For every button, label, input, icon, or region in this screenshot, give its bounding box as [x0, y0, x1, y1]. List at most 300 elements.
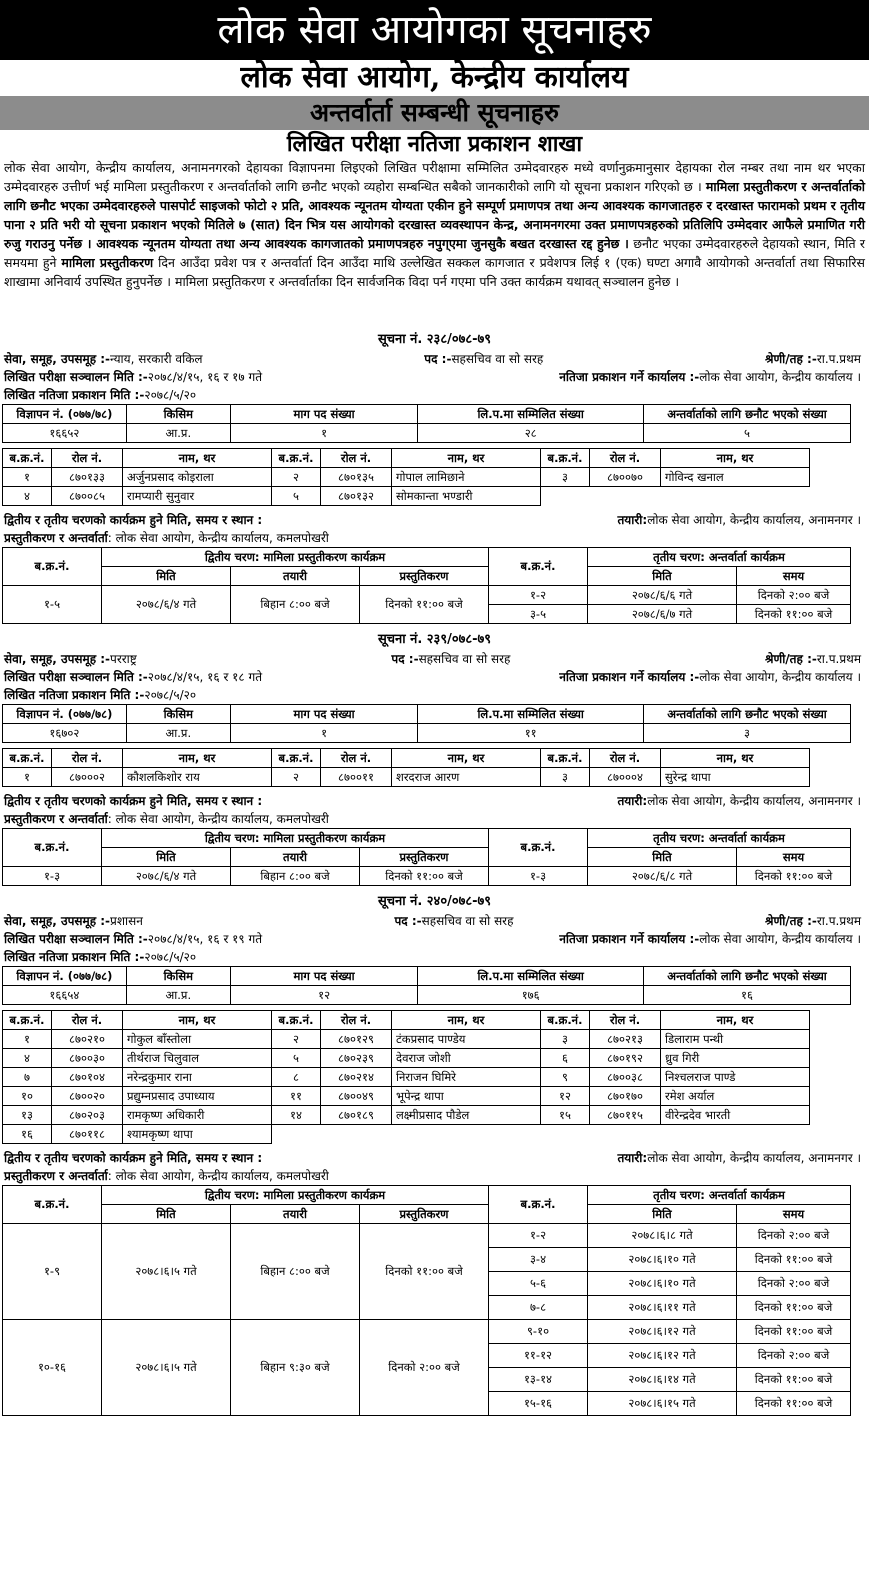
result-date-label: लिखित नतिजा प्रकाशन मिति :-: [4, 688, 145, 702]
candidate-roll: ८७००४९: [321, 1087, 392, 1106]
result-office-label: नतिजा प्रकाशन गर्ने कार्यालय :-: [559, 370, 700, 384]
header-lipa: लि.प.मा सम्मिलित संख्या: [418, 405, 644, 424]
spacer: [0, 1416, 869, 1422]
result-office-value: लोक सेवा आयोग, केन्द्रीय कार्यालय ।: [699, 932, 861, 946]
candidate-table: [2, 748, 810, 787]
header-type: किसिम: [126, 967, 230, 986]
pres-int-row: [0, 810, 869, 828]
schedule-row: [3, 586, 851, 605]
intro-bold-1: मामिला प्रस्तुतीकरण र अन्तर्वार्ताको लागि छनौट भएका उम्मेदवारहरुले पासपोर्ट साइजको फोटो २ प्रति, आवश्यक न्यूनतम योग्यता एकीन हुने सम्पूर्ण प्रमाणपत्र तथा अन्य आवश्यक कागजातहरु र दरखास्त फारामको प्रथम र तृतीय पाना २ प्रति भरी यो सूचना प्रकाशन भएको मितिले ७ (सात) दिन भित्र यस आयोगको दरखास्त व्यवस्थापन केन्द्र, अनामनगरमा उक्त प्रमाणपत्रहरुको प्रतिलिपि उम्मेदवार आफैले प्रमाणित गरी रुजु गराउनु पर्नेछ । आवश्यक न्यूनतम योग्यता तथा अन्य आवश्यक कागजातको प्रमाणपत्रहरु नपुग्एमा जुनसुकै बखत दरखास्त रद्द हुनेछ ।: [4, 179, 865, 251]
schedule-header-1: [3, 548, 851, 567]
program-label: द्वितीय र तृतीय चरणको कार्यक्रम हुने मिति, समय र स्थान :: [4, 513, 263, 527]
interview-time: दिनको २:०० बजे: [737, 1272, 851, 1296]
prep-label: तयारी:: [617, 513, 648, 527]
header-type: किसिम: [126, 405, 230, 424]
post-value: सहसचिव वा सो सरह: [421, 914, 514, 928]
pres-int-label: प्रस्तुतीकरण र अन्तर्वार्ता: [4, 812, 108, 826]
header-sn: ब.क्र.नं.: [272, 749, 321, 768]
candidate-row: [3, 1087, 810, 1106]
header-stage2: द्वितीय चरण: मामिला प्रस्तुतीकरण कार्यक्रम: [102, 829, 489, 848]
schedule-sn: १-५: [3, 586, 102, 624]
interview-date: २०७८।६।१० गते: [588, 1272, 737, 1296]
candidate-roll: ८७०१०४: [52, 1068, 123, 1087]
candidate-sn: १०: [3, 1087, 52, 1106]
header-date: मिति: [102, 567, 231, 586]
exam-date-label: लिखित परीक्षा सञ्चालन मिति :-: [4, 670, 148, 684]
candidate-sn: ९: [541, 1068, 590, 1087]
interview-sn: १-२: [489, 586, 588, 605]
result-date-group: [4, 686, 196, 704]
candidate-name: गोपाल लामिछाने: [392, 468, 541, 487]
candidate-sn: ३: [541, 1030, 590, 1049]
interview-date: २०७८।६।८ गते: [588, 1224, 737, 1248]
intro-bold-2: मामिला प्रस्तुतीकरण: [61, 255, 154, 270]
program-row: [0, 792, 869, 810]
candidate-sn: ३: [541, 468, 590, 487]
header-stage2: द्वितीय चरण: मामिला प्रस्तुतीकरण कार्यक्रम: [102, 1186, 489, 1205]
schedule-header-2: [3, 848, 851, 867]
level-label: श्रेणी/तह :-: [765, 652, 817, 666]
interview-date: २०७८/६/६ गते: [588, 586, 737, 605]
interview-date: २०७८।६।१५ गते: [588, 1392, 737, 1416]
empty-cell: [392, 1125, 541, 1144]
interview-time: दिनको ११:०० बजे: [737, 1320, 851, 1344]
header-sn: ब.क्र.नं.: [3, 829, 102, 867]
header-adv_no: विज्ञापन नं. (०७७/७८): [3, 705, 127, 724]
candidate-roll: ८७०१३३: [52, 468, 123, 487]
schedule-prep: बिहान ८:०० बजे: [231, 586, 360, 624]
result-office-value: लोक सेवा आयोग, केन्द्रीय कार्यालय ।: [699, 670, 861, 684]
prep-place: लोक सेवा आयोग, केन्द्रीय कार्यालय, अनामनगर ।: [647, 513, 861, 527]
empty-cell: [590, 487, 661, 506]
post-label: पद :-: [394, 914, 422, 928]
pres-int-group: [4, 529, 329, 547]
empty-cell: [321, 1125, 392, 1144]
pres-int-group: [4, 810, 329, 828]
header-sn: ब.क्र.नं.: [272, 449, 321, 468]
candidate-table: [2, 448, 810, 506]
interview-time: दिनको ११:०० बजे: [737, 867, 851, 886]
candidate-roll: ८७०००२: [52, 768, 123, 787]
header-sn: ब.क्र.नं.: [3, 1011, 52, 1030]
candidate-name: श्यामकृष्ण थापा: [123, 1125, 272, 1144]
interview-time: दिनको २:०० बजे: [737, 1344, 851, 1368]
candidate-row: [3, 487, 810, 506]
schedule-row: [3, 1224, 851, 1248]
cell-adv: १६६५२: [3, 424, 127, 443]
schedule-header-1: [3, 1186, 851, 1205]
schedule-table: [2, 828, 851, 886]
header-name: नाम, थर: [123, 449, 272, 468]
post-group: [394, 912, 513, 930]
candidate-roll: ८७००११: [321, 768, 392, 787]
candidate-roll: ८७००७०: [590, 468, 661, 487]
cell-type: आ.प्र.: [126, 424, 230, 443]
notice-block: [0, 330, 869, 630]
header-adv_no: विज्ञापन नं. (०७७/७८): [3, 967, 127, 986]
header-sn: ब.क्र.नं.: [489, 1186, 588, 1224]
candidate-row: [3, 1125, 810, 1144]
branch-title: लिखित परीक्षा नतिजा प्रकाशन शाखा: [286, 131, 583, 157]
interview-date: २०७८/६/८ गते: [588, 867, 737, 886]
candidate-name: देवराज जोशी: [392, 1049, 541, 1068]
result-date-label: लिखित नतिजा प्रकाशन मिति :-: [4, 950, 145, 964]
result-date-row: [0, 948, 869, 966]
header-roll: रोल नं.: [321, 749, 392, 768]
interview-time: दिनको ११:०० बजे: [737, 1296, 851, 1320]
level-group: [765, 912, 861, 930]
exam-date-value: २०७८/४/१५, १६ र १९ गते: [147, 932, 263, 946]
candidate-name: प्रद्युम्नप्रसाद उपाध्याय: [123, 1087, 272, 1106]
candidate-roll: ८७०१९२: [590, 1049, 661, 1068]
result-date-value: २०७८/५/२०: [144, 388, 197, 402]
candidate-name: शरदराज आरण: [392, 768, 541, 787]
interview-time: दिनको २:०० बजे: [737, 586, 851, 605]
result-office-value: लोक सेवा आयोग, केन्द्रीय कार्यालय ।: [699, 370, 861, 384]
header-roll: रोल नं.: [52, 1011, 123, 1030]
intro-text-2: छनौट भएका उम्मेदवारहरुले देहायको स्थान, मिति र समयमा हुने: [4, 236, 865, 270]
interview-time: दिनको ११:०० बजे: [737, 1392, 851, 1416]
candidate-sn: १२: [541, 1087, 590, 1106]
candidate-name: सोमकान्ता भण्डारी: [392, 487, 541, 506]
candidate-sn: २: [272, 1030, 321, 1049]
cell-adv: १६६५४: [3, 986, 127, 1005]
exam-date-row: [0, 368, 869, 386]
result-office-group: [559, 368, 861, 386]
header-type: किसिम: [126, 705, 230, 724]
schedule-sn: १-९: [3, 1224, 102, 1320]
cell-selected: १६: [644, 986, 851, 1005]
level-value: रा.प.प्रथम: [816, 652, 861, 666]
interview-date: २०७८।६।१२ गते: [588, 1320, 737, 1344]
candidate-sn: ६: [541, 1049, 590, 1068]
header-name: नाम, थर: [661, 749, 810, 768]
notices-container: [0, 330, 869, 1422]
office-title: लोक सेवा आयोग, केन्द्रीय कार्यालय: [240, 60, 629, 95]
exam-date-label: लिखित परीक्षा सञ्चालन मिति :-: [4, 370, 148, 384]
notice-block: [0, 892, 869, 1422]
service-group: [4, 350, 203, 368]
header-name: नाम, थर: [123, 749, 272, 768]
empty-cell: [541, 487, 590, 506]
interview-date: २०७८/६/७ गते: [588, 605, 737, 624]
empty-cell: [661, 487, 810, 506]
header-time: समय: [737, 848, 851, 867]
interview-sn: १-२: [489, 1224, 588, 1248]
candidate-sn: ८: [272, 1068, 321, 1087]
prep-group: [617, 511, 861, 529]
cell-type: आ.प्र.: [126, 986, 230, 1005]
intro-text-1: लोक सेवा आयोग, केन्द्रीय कार्यालय, अनामनगरको देहायका विज्ञापनमा लिइएको लिखित परीक्षामा सम्मिलित उम्मेदवारहरु मध्ये वर्णानुक्रमानुसार देहायका रोल नम्बर तथा नाम थर भएका उम्मेदवारहरु उत्तीर्ण भई मामिला प्रस्तुतीकरण र अन्तर्वार्ताको लागि छनौट भएको व्यहोरा सम्बन्धित सबैको जानकारीको लागि यो सूचना प्रकाशन गरिएको छ ।: [4, 160, 865, 194]
empty-cell: [661, 1125, 810, 1144]
exam-date-value: २०७८/४/१५, १६ र १७ गते: [147, 370, 263, 384]
header-demand: माग पद संख्या: [230, 705, 417, 724]
candidate-name: रामप्यारी सुनुवार: [123, 487, 272, 506]
pres-int-row: [0, 1167, 869, 1185]
candidate-row: [3, 1068, 810, 1087]
notice-block: [0, 630, 869, 892]
interview-sn: ३-४: [489, 1248, 588, 1272]
candidate-sn: १५: [541, 1106, 590, 1125]
header-name: नाम, थर: [661, 449, 810, 468]
schedule-sn: १०-१६: [3, 1320, 102, 1416]
candidate-row: [3, 1049, 810, 1068]
candidate-name: गोविन्द खनाल: [661, 468, 810, 487]
schedule-pres: दिनको २:०० बजे: [360, 1320, 489, 1416]
header-stage2: द्वितीय चरण: मामिला प्रस्तुतीकरण कार्यक्रम: [102, 548, 489, 567]
advert-info-table: [2, 966, 851, 1005]
header-adv_no: विज्ञापन नं. (०७७/७८): [3, 405, 127, 424]
candidate-header: [3, 749, 810, 768]
schedule-pres: दिनको ११:०० बजे: [360, 1224, 489, 1320]
exam-date-group: [4, 930, 262, 948]
result-office-group: [559, 668, 861, 686]
header-roll: रोल नं.: [590, 449, 661, 468]
interview-sn: ९-१०: [489, 1320, 588, 1344]
schedule-header-2: [3, 1205, 851, 1224]
candidate-sn: ५: [272, 1049, 321, 1068]
program-label: द्वितीय र तृतीय चरणको कार्यक्रम हुने मिति, समय र स्थान :: [4, 1151, 263, 1165]
schedule-row: [3, 867, 851, 886]
header-demand: माग पद संख्या: [230, 967, 417, 986]
header-selected: अन्तर्वार्ताको लागि छनौट भएको संख्या: [644, 705, 851, 724]
candidate-name: सुरेन्द्र थापा: [661, 768, 810, 787]
interview-sn: ११-१२: [489, 1344, 588, 1368]
header-pres: प्रस्तुतिकरण: [360, 1205, 489, 1224]
interview-time: दिनको ११:०० बजे: [737, 605, 851, 624]
header-date: मिति: [588, 1205, 737, 1224]
post-label: पद :-: [391, 652, 419, 666]
schedule-pres: दिनको ११:०० बजे: [360, 586, 489, 624]
empty-cell: [272, 1125, 321, 1144]
schedule-sn: १-३: [3, 867, 102, 886]
candidate-roll: ८७००३०: [52, 1049, 123, 1068]
header-prep: तयारी: [231, 1205, 360, 1224]
header-sn: ब.क्र.नं.: [3, 749, 52, 768]
candidate-name: कौशलकिशोर राय: [123, 768, 272, 787]
schedule-date: २०७८।६।५ गते: [102, 1320, 231, 1416]
header-sn: ब.क्र.नं.: [3, 548, 102, 586]
header-prep: तयारी: [231, 567, 360, 586]
exam-date-label: लिखित परीक्षा सञ्चालन मिति :-: [4, 932, 148, 946]
header-name: नाम, थर: [661, 1011, 810, 1030]
header-time: समय: [737, 1205, 851, 1224]
cell-adv: १६७०२: [3, 724, 127, 743]
post-label: पद :-: [424, 352, 452, 366]
candidate-name: भूपेन्द्र थापा: [392, 1087, 541, 1106]
candidate-sn: १३: [3, 1106, 52, 1125]
pres-int-label: प्रस्तुतीकरण र अन्तर्वार्ता: [4, 1169, 108, 1183]
header-selected: अन्तर्वार्ताको लागि छनौट भएको संख्या: [644, 405, 851, 424]
empty-cell: [541, 1125, 590, 1144]
pres-int-group: [4, 1167, 329, 1185]
schedule-date: २०७८।६।५ गते: [102, 1224, 231, 1320]
post-group: [424, 350, 543, 368]
schedule-row: [3, 1320, 851, 1344]
cell-selected: ५: [644, 424, 851, 443]
candidate-row: [3, 1106, 810, 1125]
interview-time: दिनको ११:०० बजे: [737, 1248, 851, 1272]
service-value: प्रशासन: [110, 914, 143, 928]
header-roll: रोल नं.: [52, 449, 123, 468]
interview-sn: ३-५: [489, 605, 588, 624]
header-sn: ब.क्र.नं.: [272, 1011, 321, 1030]
prep-group: [617, 792, 861, 810]
candidate-sn: ४: [3, 1049, 52, 1068]
header-demand: माग पद संख्या: [230, 405, 417, 424]
interview-date: २०७८।६।१२ गते: [588, 1344, 737, 1368]
candidate-roll: ८७०१२९: [321, 1030, 392, 1049]
empty-cell: [590, 1125, 661, 1144]
cell-lipa: ११: [418, 724, 644, 743]
cell-selected: ३: [644, 724, 851, 743]
candidate-name: रामकृष्ण अधिकारी: [123, 1106, 272, 1125]
result-date-value: २०७८/५/२०: [144, 950, 197, 964]
header-date: मिति: [588, 848, 737, 867]
banner-title: लोक सेवा आयोगका सूचनाहरु: [0, 0, 869, 60]
advert-info-header: [3, 967, 851, 986]
candidate-row: [3, 1030, 810, 1049]
pres-int-label: प्रस्तुतीकरण र अन्तर्वार्ता: [4, 531, 108, 545]
schedule-table: [2, 547, 851, 624]
candidate-sn: ११: [272, 1087, 321, 1106]
schedule-header-1: [3, 829, 851, 848]
cell-demand: १: [230, 724, 417, 743]
service-value: परराष्ट्र: [110, 652, 137, 666]
interview-date: २०७८।६।१० गते: [588, 1248, 737, 1272]
candidate-name: ध्रुव गिरी: [661, 1049, 810, 1068]
candidate-roll: ८७०२१०: [52, 1030, 123, 1049]
exam-date-group: [4, 668, 262, 686]
notice-meta-row: [0, 650, 869, 668]
schedule-header-2: [3, 567, 851, 586]
candidate-header: [3, 449, 810, 468]
service-label: सेवा, समूह, उपसमूह :-: [4, 352, 111, 366]
result-office-label: नतिजा प्रकाशन गर्ने कार्यालय :-: [559, 932, 700, 946]
post-group: [391, 650, 510, 668]
advert-info-header: [3, 405, 851, 424]
service-label: सेवा, समूह, उपसमूह :-: [4, 914, 111, 928]
program-row: [0, 511, 869, 529]
header-name: नाम, थर: [123, 1011, 272, 1030]
advert-info-table: [2, 404, 851, 443]
header-sn: ब.क्र.नं.: [3, 1186, 102, 1224]
interview-date: २०७८।६।११ गते: [588, 1296, 737, 1320]
candidate-name: वीरेन्द्रदेव भारती: [661, 1106, 810, 1125]
candidate-roll: ८७०१८९: [321, 1106, 392, 1125]
level-group: [765, 350, 861, 368]
post-value: सहसचिव वा सो सरह: [451, 352, 544, 366]
candidate-roll: ८७००२०: [52, 1087, 123, 1106]
advert-info-row: [3, 724, 851, 743]
header-sn: ब.क्र.नं.: [489, 548, 588, 586]
interview-sn: १३-१४: [489, 1368, 588, 1392]
candidate-name: टंकप्रसाद पाण्डेय: [392, 1030, 541, 1049]
candidate-name: लक्ष्मीप्रसाद पौडेल: [392, 1106, 541, 1125]
pres-int-place: : लोक सेवा आयोग, केन्द्रीय कार्यालय, कमलपोखरी: [107, 1169, 329, 1183]
candidate-roll: ८७०२३९: [321, 1049, 392, 1068]
service-value: न्याय, सरकारी वकिल: [110, 352, 203, 366]
candidate-roll: ८७००३८: [590, 1068, 661, 1087]
advert-info-table: [2, 704, 851, 743]
candidate-row: [3, 468, 810, 487]
header-sn: ब.क्र.नं.: [489, 829, 588, 867]
result-office-label: नतिजा प्रकाशन गर्ने कार्यालय :-: [559, 670, 700, 684]
candidate-name: तीर्थराज चिलुवाल: [123, 1049, 272, 1068]
interview-date: २०७८।६।१४ गते: [588, 1368, 737, 1392]
exam-date-row: [0, 668, 869, 686]
candidate-roll: ८७०१३५: [321, 468, 392, 487]
candidate-sn: १४: [272, 1106, 321, 1125]
notice-meta-row: [0, 350, 869, 368]
header-lipa: लि.प.मा सम्मिलित संख्या: [418, 705, 644, 724]
interview-sn: ५-६: [489, 1272, 588, 1296]
candidate-name: अर्जुनप्रसाद कोइराला: [123, 468, 272, 487]
level-value: रा.प.प्रथम: [816, 914, 861, 928]
notice-number: सूचना नं. २३९/०७८-७९: [377, 632, 492, 647]
service-group: [4, 912, 143, 930]
candidate-sn: १६: [3, 1125, 52, 1144]
interview-sn: १५-१६: [489, 1392, 588, 1416]
header-lipa: लि.प.मा सम्मिलित संख्या: [418, 967, 644, 986]
pres-int-row: [0, 529, 869, 547]
service-label: सेवा, समूह, उपसमूह :-: [4, 652, 111, 666]
header-sn: ब.क्र.नं.: [3, 449, 52, 468]
level-value: रा.प.प्रथम: [816, 352, 861, 366]
header-pres: प्रस्तुतिकरण: [360, 848, 489, 867]
prep-label: तयारी:: [617, 1151, 648, 1165]
candidate-roll: ८७०११८: [52, 1125, 123, 1144]
candidate-name: निश्चलराज पाण्डे: [661, 1068, 810, 1087]
header-name: नाम, थर: [392, 1011, 541, 1030]
advert-info-header: [3, 705, 851, 724]
program-label: द्वितीय र तृतीय चरणको कार्यक्रम हुने मिति, समय र स्थान :: [4, 794, 263, 808]
prep-place: लोक सेवा आयोग, केन्द्रीय कार्यालय, अनामनगर ।: [647, 1151, 861, 1165]
candidate-name: नरेन्द्रकुमार राना: [123, 1068, 272, 1087]
schedule-date: २०७८/६/४ गते: [102, 586, 231, 624]
notice-meta-row: [0, 912, 869, 930]
notice-number: सूचना नं. २४०/०७८-७९: [377, 894, 492, 909]
service-group: [4, 650, 137, 668]
header-roll: रोल नं.: [321, 1011, 392, 1030]
interview-time: दिनको ११:०० बजे: [737, 1368, 851, 1392]
advert-info-row: [3, 986, 851, 1005]
program-row: [0, 1149, 869, 1167]
pres-int-place: : लोक सेवा आयोग, केन्द्रीय कार्यालय, कमलपोखरी: [107, 531, 329, 545]
exam-date-group: [4, 368, 262, 386]
candidate-sn: ७: [3, 1068, 52, 1087]
result-date-group: [4, 386, 196, 404]
result-date-row: [0, 386, 869, 404]
result-date-row: [0, 686, 869, 704]
candidate-name: निराजन घिमिरे: [392, 1068, 541, 1087]
interview-sn: ७-८: [489, 1296, 588, 1320]
candidate-header: [3, 1011, 810, 1030]
header-roll: रोल नं.: [52, 749, 123, 768]
prep-label: तयारी:: [617, 794, 648, 808]
schedule-prep: बिहान ८:०० बजे: [231, 867, 360, 886]
result-office-group: [559, 930, 861, 948]
candidate-sn: १: [3, 1030, 52, 1049]
header-name: नाम, थर: [392, 449, 541, 468]
header-roll: रोल नं.: [321, 449, 392, 468]
candidate-sn: २: [272, 468, 321, 487]
candidate-name: गोकुल बाँस्तोला: [123, 1030, 272, 1049]
header-roll: रोल नं.: [590, 1011, 661, 1030]
cell-lipa: १७६: [418, 986, 644, 1005]
candidate-sn: १: [3, 768, 52, 787]
advert-info-row: [3, 424, 851, 443]
